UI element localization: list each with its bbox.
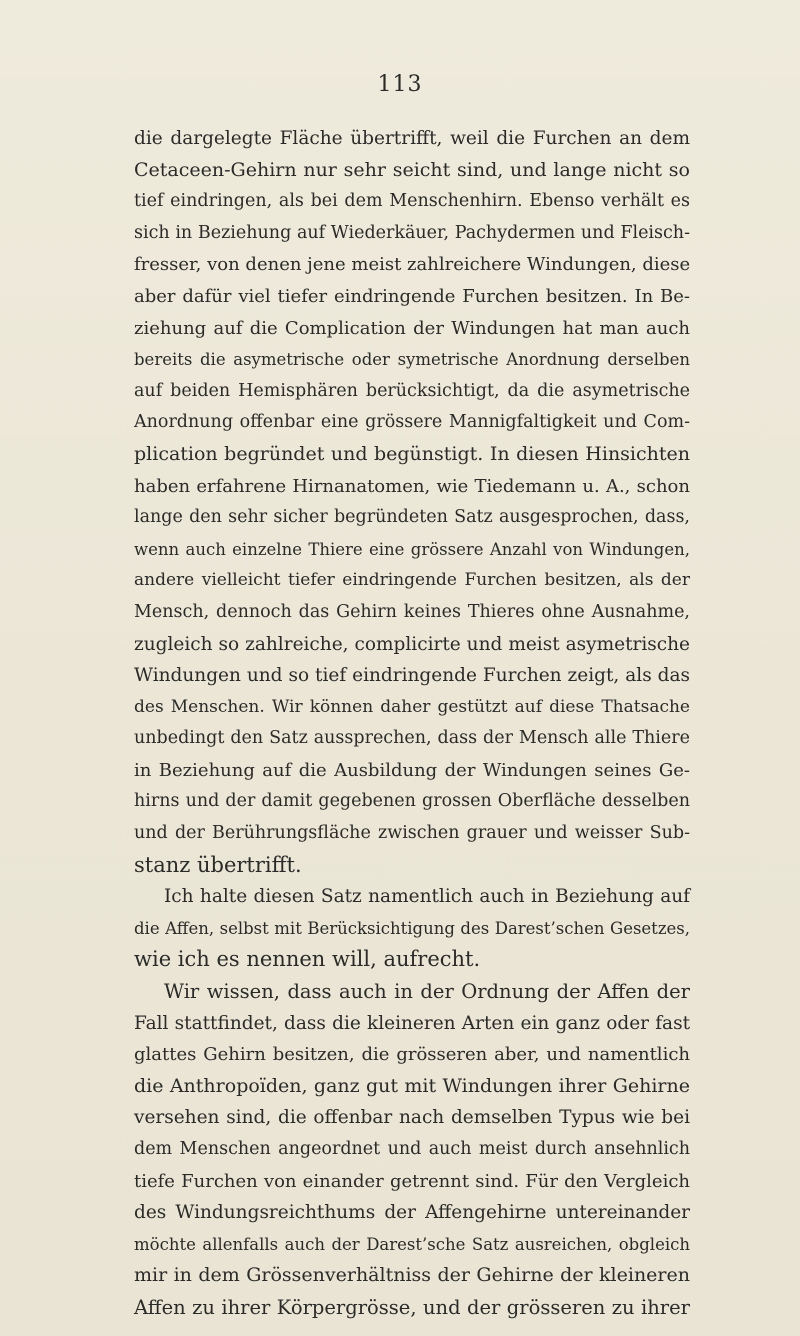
text-line: die dargelegte Fläche übertrifft, weil die Furchen an dem (134, 128, 690, 149)
text-line: sich in Beziehung auf Wiederkäuer, Pachydermen und Fleisch- (134, 222, 690, 243)
text-line: fresser, von denen jene meist zahlreichere Windungen, diese (134, 254, 691, 276)
text-line: glattes Gehirn besitzen, die grösseren aber, und namentlich (134, 1044, 690, 1066)
text-line: andere vielleicht tiefer eindringende Furchen besitzen, als der (134, 570, 690, 591)
text-line: lange den sehr sicher begründeten Satz ausgesprochen, dass, (134, 507, 690, 528)
text-line: ziehung auf die Complication der Windungen hat man auch (134, 317, 690, 339)
text-line: in Beziehung auf die Ausbildung der Windungen seines Ge- (134, 759, 690, 781)
text-line: haben erfahrene Hirnanatomen, wie Tiedemann u. A., schon (134, 475, 690, 497)
text-line: die Affen, selbst mit Berücksichtigung des Darest’schen Gesetzes, (134, 918, 690, 938)
text-line: möchte allenfalls auch der Darest’sche Satz ausreichen, obgleich (134, 1234, 690, 1254)
text-line: plication begründet und begünstigt. In diesen Hinsichten (134, 442, 690, 465)
text-line: tief eindringen, als bei dem Menschenhirn. Ebenso verhält es (134, 191, 690, 212)
text-line: mir in dem Grössenverhältniss der Gehirne der kleineren (134, 1264, 690, 1287)
text-line: wie ich es nennen will, aufrecht. (134, 947, 481, 972)
text-line: und der Berührungsfläche zwischen grauer und weisser Sub- (134, 823, 690, 844)
text-line: tiefe Furchen von einander getrennt sind. Für den Vergleich (134, 1170, 690, 1192)
text-line: Ich halte diesen Satz namentlich auch in Beziehung auf (164, 886, 690, 908)
text-line: Affen zu ihrer Körpergrösse, und der grösseren zu ihrer (134, 1295, 690, 1319)
text-line: Wir wissen, dass auch in der Ordnung der Affen der (164, 980, 690, 1004)
text-line: auf beiden Hemisphären berücksichtigt, da die asymetrische (134, 380, 690, 401)
text-line: des Windungsreichthums der Affengehirne untereinander (134, 1202, 690, 1224)
text-line: Fall stattfindet, dass die kleineren Arten ein ganz oder fast (134, 1012, 690, 1034)
text-line: die Anthropoïden, ganz gut mit Windungen ihrer Gehirne (134, 1074, 690, 1097)
text-line: Anordnung offenbar eine grössere Mannigfaltigkeit und Com- (134, 412, 690, 433)
text-line: Mensch, dennoch das Gehirn keines Thieres ohne Ausnahme, (134, 601, 690, 622)
page-number: 113 (377, 72, 423, 97)
text-line: wenn auch einzelne Thiere eine grössere Anzahl von Windungen, (134, 539, 690, 559)
text-line: stanz übertrifft. (134, 852, 302, 877)
text-line: zugleich so zahlreiche, complicirte und meist asymetrische (134, 633, 690, 655)
text-line: aber dafür viel tiefer eindringende Furchen besitzen. In Be- (134, 285, 690, 307)
text-line: unbedingt den Satz aussprechen, dass der Mensch alle Thiere (134, 728, 690, 749)
text-line: Windungen und so tief eindringende Furchen zeigt, als das (134, 665, 690, 687)
text-line: versehen sind, die offenbar nach demselben Typus wie bei (134, 1107, 690, 1129)
text-line: hirns und der damit gegebenen grossen Oberfläche desselben (134, 791, 690, 812)
body-text (134, 123, 690, 1324)
text-line: bereits die asymetrische oder symetrische Anordnung derselben (134, 350, 690, 370)
text-line: dem Menschen angeordnet und auch meist durch ansehnlich (134, 1139, 690, 1159)
text-line: des Menschen. Wir können daher gestützt auf diese Thatsache (134, 696, 690, 717)
text-line: Cetaceen-Gehirn nur sehr seicht sind, und lange nicht so (134, 158, 690, 181)
